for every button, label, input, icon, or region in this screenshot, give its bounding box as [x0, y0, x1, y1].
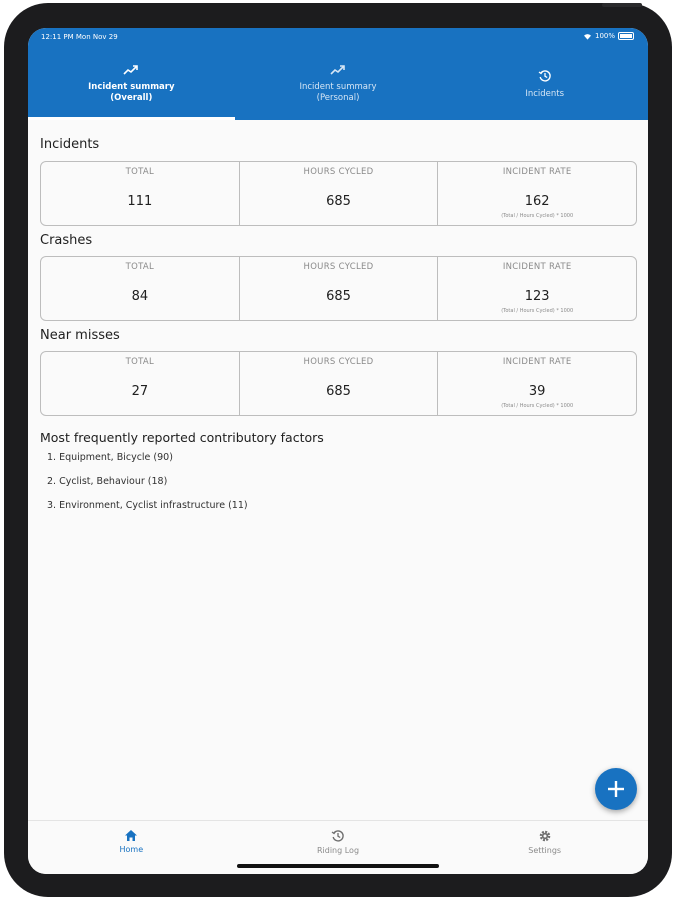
stats-card-crashes — [40, 256, 637, 321]
stat-label: HOURS CYCLED — [303, 262, 374, 272]
stat-value: 685 — [326, 384, 351, 399]
stat-value: 84 — [131, 289, 149, 304]
rate-formula: (Total / Hours Cycled) * 1000 — [501, 308, 574, 314]
factor-item: 3. Environment, Cyclist infrastructure (11) — [47, 500, 248, 511]
hardware-button — [602, 3, 642, 7]
stat-label: INCIDENT RATE — [502, 167, 572, 177]
stat-label: TOTAL — [125, 167, 155, 177]
top-tabs — [28, 48, 648, 120]
stat-hours-cycled — [239, 257, 438, 320]
tab-label: Incident summary — [299, 82, 377, 92]
stats-card-incidents — [40, 161, 637, 226]
stats-card-near-misses — [40, 351, 637, 416]
factors-title: Most frequently reported contributory factors — [40, 430, 324, 445]
stat-value: 123 — [524, 289, 550, 304]
section-title-crashes: Crashes — [40, 233, 93, 248]
rate-formula: (Total / Hours Cycled) * 1000 — [501, 213, 574, 219]
tab-label: Incident summary — [88, 82, 175, 92]
stat-incident-rate — [437, 352, 636, 415]
battery-percent: 100% — [594, 32, 615, 40]
tab-incidents[interactable] — [441, 48, 648, 120]
tab-incident-summary-overall[interactable] — [28, 48, 235, 120]
nav-settings[interactable] — [441, 821, 648, 874]
battery-icon — [618, 32, 634, 40]
summary-content — [28, 120, 648, 820]
nav-label: Riding Log — [316, 846, 360, 855]
stat-value: 162 — [524, 194, 550, 209]
stat-total — [41, 352, 239, 415]
stat-incident-rate — [437, 162, 636, 225]
status-bar — [28, 28, 648, 48]
factor-item: 2. Cyclist, Behaviour (18) — [47, 476, 168, 487]
history-icon — [538, 69, 552, 83]
tab-sublabel: (Personal) — [316, 93, 360, 103]
nav-home[interactable] — [28, 821, 235, 874]
rate-formula: (Total / Hours Cycled) * 1000 — [501, 403, 574, 409]
stat-label: INCIDENT RATE — [502, 357, 572, 367]
stat-value: 27 — [131, 384, 149, 399]
stat-label: TOTAL — [125, 262, 155, 272]
status-time: 12:11 PM Mon Nov 29 — [41, 33, 118, 41]
stat-hours-cycled — [239, 352, 438, 415]
home-indicator — [237, 864, 439, 868]
stat-label: HOURS CYCLED — [303, 357, 374, 367]
app-screen — [28, 28, 648, 874]
trending-up-icon — [123, 64, 139, 76]
stat-label: HOURS CYCLED — [303, 167, 374, 177]
history-icon — [331, 829, 345, 843]
wifi-icon — [583, 33, 592, 40]
section-title-incidents: Incidents — [40, 137, 100, 152]
plus-icon — [607, 780, 625, 798]
tab-label: Incidents — [525, 88, 565, 99]
factor-item: 1. Equipment, Bicycle (90) — [47, 452, 173, 463]
stat-incident-rate — [437, 257, 636, 320]
gear-icon — [538, 829, 552, 843]
trending-up-icon — [330, 64, 346, 76]
stat-total — [41, 257, 239, 320]
home-icon — [124, 829, 138, 842]
stat-label: TOTAL — [125, 357, 155, 367]
stat-value: 685 — [326, 289, 351, 304]
nav-label: Home — [119, 845, 144, 854]
tab-sublabel: (Overall) — [110, 93, 153, 103]
nav-label: Settings — [528, 846, 562, 855]
stat-value: 685 — [326, 194, 351, 209]
stat-total — [41, 162, 239, 225]
stat-hours-cycled — [239, 162, 438, 225]
tab-incident-summary-personal[interactable] — [235, 48, 442, 120]
stat-label: INCIDENT RATE — [502, 262, 572, 272]
stat-value: 111 — [127, 194, 153, 209]
section-title-near-misses: Near misses — [40, 328, 120, 343]
stat-value: 39 — [528, 384, 546, 399]
add-incident-button[interactable] — [595, 768, 637, 810]
status-right — [583, 32, 634, 40]
